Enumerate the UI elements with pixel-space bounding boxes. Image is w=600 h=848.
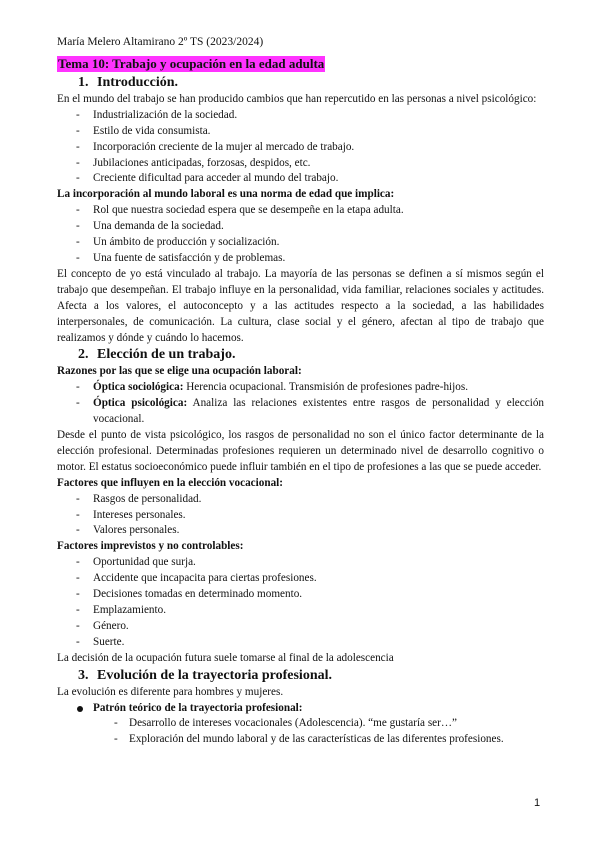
list-item <box>57 140 544 156</box>
list-item <box>57 571 544 587</box>
document-body <box>57 56 544 748</box>
list-item-text: Decisiones tomadas en determinado momento. <box>93 588 303 601</box>
list-item <box>57 587 544 603</box>
list-item-text: Oportunidad que surja. <box>93 556 196 569</box>
list-item <box>57 235 544 251</box>
list-item <box>57 203 544 219</box>
list-item-text: Suerte. <box>93 635 125 648</box>
list-item-text: Estilo de vida consumista. <box>93 124 211 137</box>
section-1-number: 1. <box>78 74 89 90</box>
list-item-text: Rasgos de personalidad. <box>93 492 202 505</box>
list-item <box>57 555 544 571</box>
dash-marker: - <box>76 251 80 264</box>
dash-marker: - <box>76 220 80 233</box>
dash-marker: - <box>76 236 80 249</box>
list-item <box>57 492 544 508</box>
section-1-paragraph: El concepto de yo está vinculado al trabajo. La mayoría de las personas se definen a sí mismos según el trabajo que desempeñan. El trabajo influye en la personalidad, vida familiar, relaciones sociales y actitudes. Afecta a los valores, el autoconcepto y a las actitudes respecto a la sociedad, a las habilidades interpersonales, de comunicación. La cultura, clase social y el género, afectan al tipo de trabajo que realizamos y dónde y cuándo lo hacemos. <box>57 267 544 344</box>
list-item-text: Desarrollo de intereses vocacionales (Adolescencia). “me gustaría ser…” <box>129 717 458 730</box>
reason-label: Óptica psicológica: <box>93 397 188 410</box>
dash-marker: - <box>76 172 80 185</box>
section-1-intro: En el mundo del trabajo se han producido cambios que han repercutido en las personas a nivel psicológico: <box>57 92 537 105</box>
norm-list <box>57 203 544 267</box>
reason-label: Óptica sociológica: <box>93 381 184 394</box>
norm-heading: La incorporación al mundo laboral es una norma de edad que implica: <box>57 188 395 201</box>
unforeseen-list <box>57 555 544 650</box>
list-item-text: Jubilaciones anticipadas, forzosas, despidos, etc. <box>93 156 311 169</box>
document-header: María Melero Altamirano 2º TS (2023/2024) <box>57 36 264 48</box>
list-item-text: Emplazamiento. <box>93 604 167 616</box>
dash-marker: - <box>76 492 80 505</box>
topic-title: Tema 10: Trabajo y ocupación en la edad adulta <box>58 56 325 71</box>
list-item-text: Creciente dificultad para acceder al mundo del trabajo. <box>93 172 339 185</box>
list-item-text: Industrialización de la sociedad. <box>93 108 238 121</box>
dash-marker: - <box>76 156 80 169</box>
list-item <box>57 508 544 524</box>
dash-marker: - <box>76 381 80 394</box>
section-2-heading <box>78 346 544 364</box>
dash-marker: - <box>114 717 118 730</box>
list-item-text: Intereses personales. <box>93 508 186 521</box>
list-item-text: Exploración del mundo laboral y de las características de las diferentes profesiones. <box>129 733 504 746</box>
list-item-text: Una fuente de satisfacción y de problemas. <box>93 251 286 264</box>
pattern-bullet <box>57 701 544 717</box>
list-item <box>57 219 544 235</box>
dash-marker: - <box>76 588 80 601</box>
section-1-title: Introducción. <box>97 74 179 90</box>
section-2-number: 2. <box>78 347 89 363</box>
dash-marker: - <box>76 140 80 153</box>
section-2-closing: La decisión de la ocupación futura suele tomarse al final de la adolescencia <box>57 651 394 664</box>
list-item <box>57 251 544 267</box>
page-number: 1 <box>534 797 541 809</box>
dash-marker: - <box>76 204 80 217</box>
pattern-sub-list <box>57 716 544 748</box>
dash-marker: - <box>114 733 118 746</box>
list-item <box>57 156 544 172</box>
list-item-text: Incorporación creciente de la mujer al mercado de trabajo. <box>93 140 355 153</box>
section-1-heading <box>78 74 544 92</box>
title-line <box>57 56 544 74</box>
list-item <box>57 732 544 748</box>
changes-list <box>57 108 544 188</box>
list-item-text: Un ámbito de producción y socialización. <box>93 236 280 249</box>
factors-list <box>57 492 544 540</box>
dash-marker: - <box>76 124 80 137</box>
reason-text: Herencia ocupacional. Transmisión de profesiones padre-hijos. <box>183 381 469 394</box>
dash-marker: - <box>76 604 80 616</box>
factors-heading: Factores que influyen en la elección vocacional: <box>57 476 284 489</box>
section-3-heading <box>78 667 544 685</box>
section-3-intro: La evolución es diferente para hombres y mujeres. <box>57 685 284 698</box>
list-item-text: Valores personales. <box>93 524 180 537</box>
section-2-paragraph: Desde el punto de vista psicológico, los rasgos de personalidad no son el único factor determinante de la elección profesional. Determinadas profesiones requieren un determinado nivel de desarrollo cognitivo o motor. El estatus socioeconómico puede influir también en el tipo de profesiones a las que se puede acceder. <box>57 429 544 473</box>
reason-text: Analiza las relaciones existentes entre rasgos de personalidad y elección vocacional. <box>93 397 545 426</box>
unforeseen-heading: Factores imprevistos y no controlables: <box>57 540 244 553</box>
list-item <box>57 523 544 539</box>
dash-marker: - <box>76 524 80 537</box>
list-item-text: Una demanda de la sociedad. <box>93 220 224 233</box>
pattern-bullet-text: Patrón teórico de la trayectoria profesional: <box>93 701 303 714</box>
list-item <box>57 108 544 124</box>
section-3-number: 3. <box>78 667 89 683</box>
section-3-title: Evolución de la trayectoria profesional. <box>97 667 332 683</box>
list-item <box>57 171 544 187</box>
dash-marker: - <box>76 635 80 648</box>
dash-marker: - <box>76 572 80 585</box>
dash-marker: - <box>76 108 80 121</box>
section-2-title: Elección de un trabajo. <box>97 347 236 363</box>
list-item-text: Género. <box>93 619 129 632</box>
list-item <box>57 619 544 635</box>
reasons-list <box>57 380 544 428</box>
list-item <box>57 716 544 732</box>
bullet-dot-icon <box>77 706 83 712</box>
list-item <box>57 396 544 428</box>
list-item <box>57 635 544 651</box>
list-item-text: Accidente que incapacita para ciertas profesiones. <box>93 572 317 585</box>
list-item <box>57 603 544 619</box>
dash-marker: - <box>76 556 80 569</box>
dash-marker: - <box>76 619 80 632</box>
dash-marker: - <box>76 508 80 521</box>
reasons-heading: Razones por las que se elige una ocupación laboral: <box>57 365 302 378</box>
list-item-text: Rol que nuestra sociedad espera que se desempeñe en la etapa adulta. <box>93 204 404 217</box>
dash-marker: - <box>76 397 80 410</box>
list-item <box>57 124 544 140</box>
list-item <box>57 380 544 396</box>
